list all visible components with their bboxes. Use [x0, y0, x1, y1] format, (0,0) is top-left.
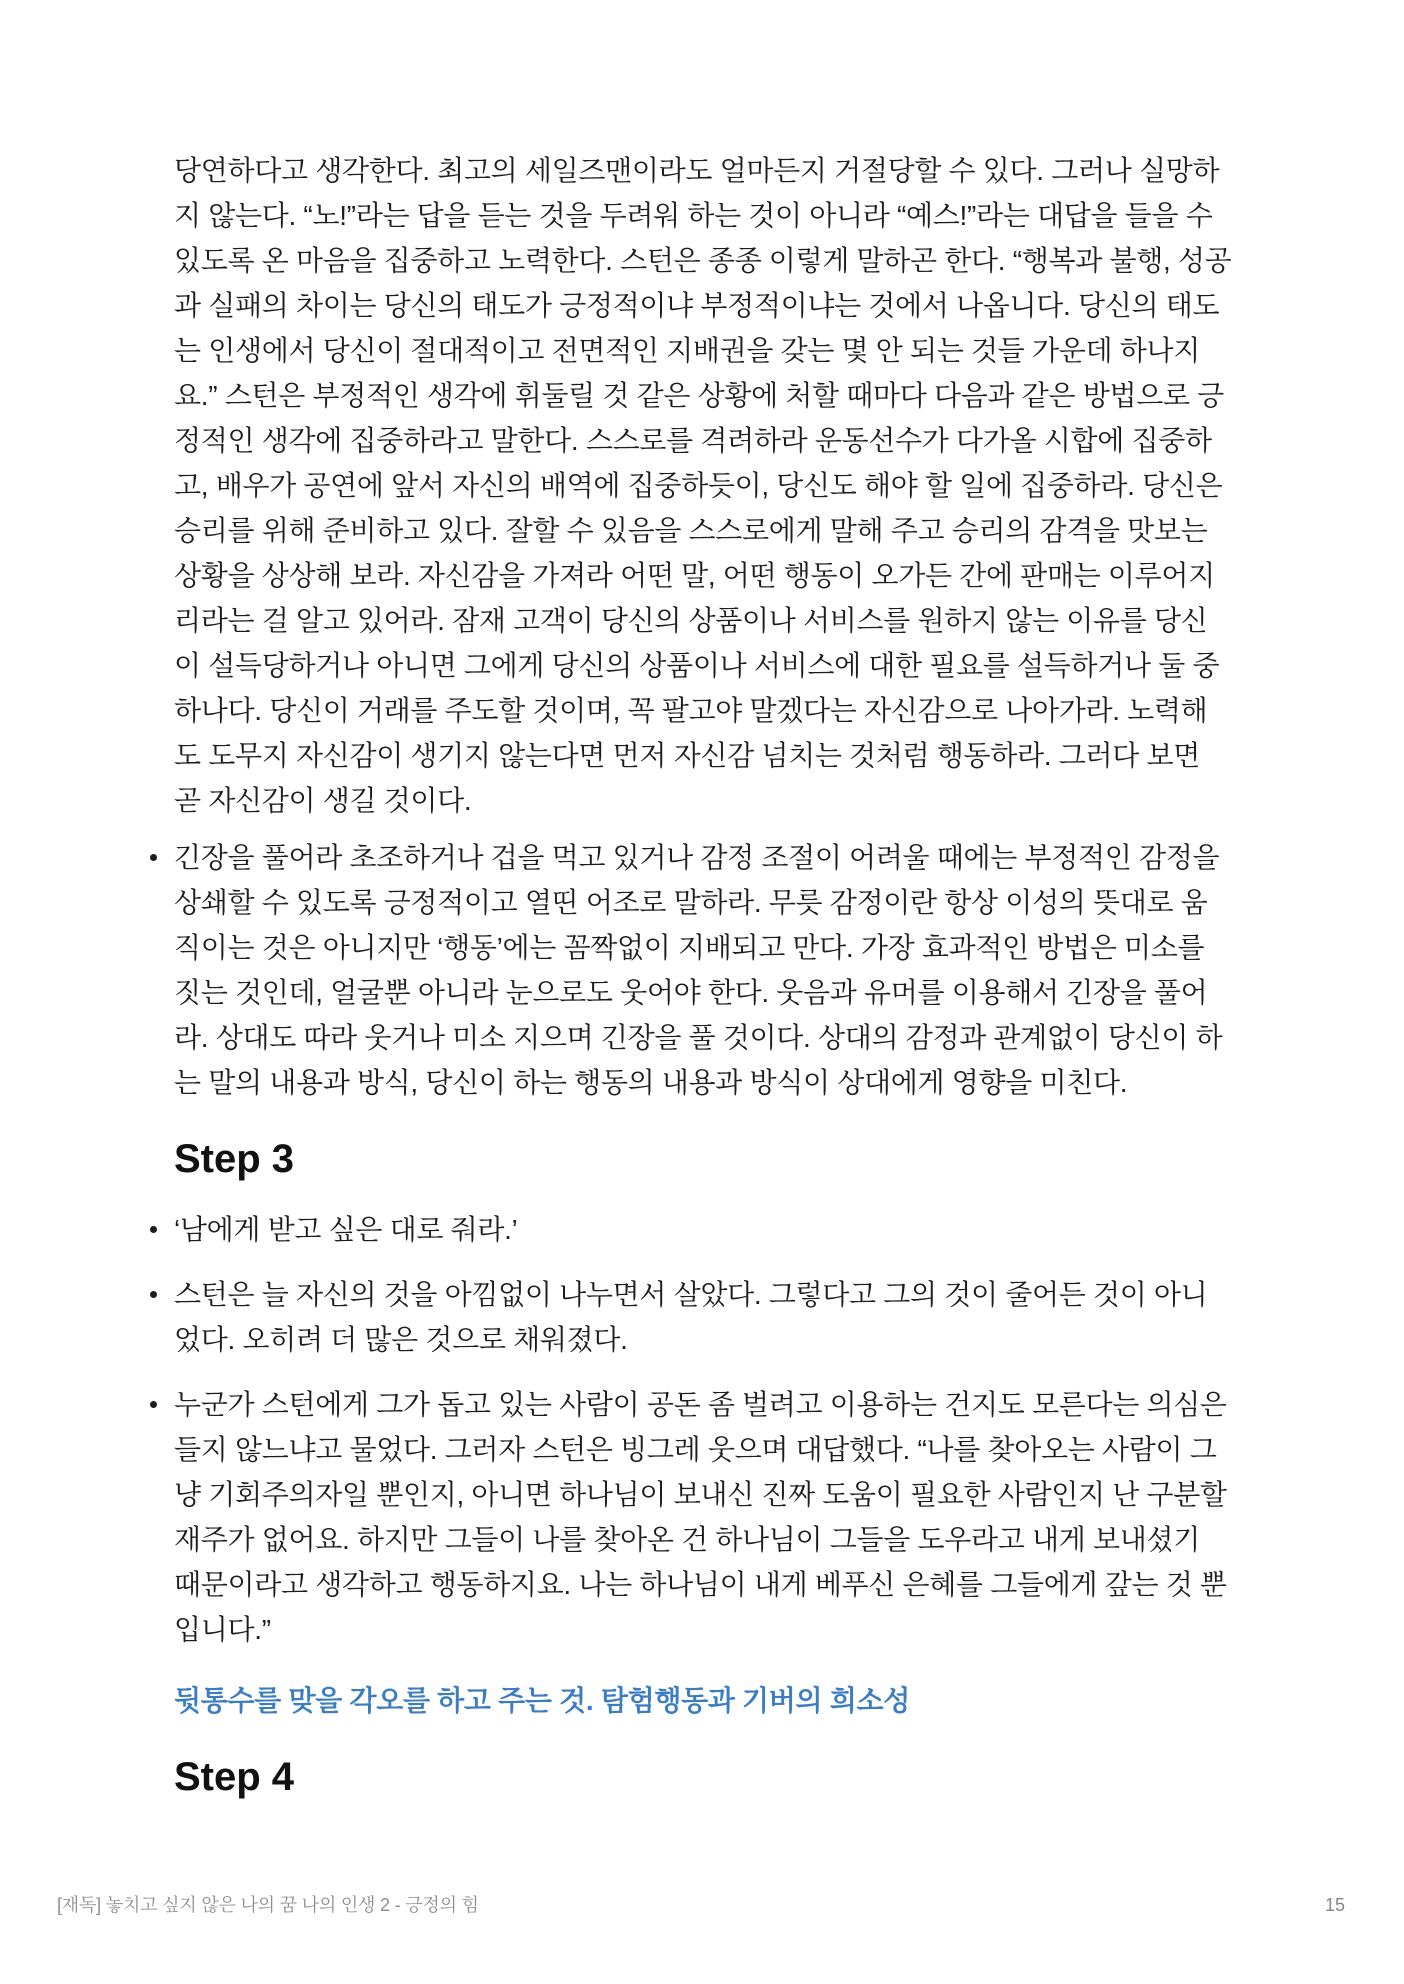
step-4-heading: Step 4 [174, 1755, 295, 1799]
bullet-icon [150, 854, 157, 861]
step-3-heading: Step 3 [174, 1137, 295, 1181]
bullet-icon [150, 1226, 157, 1233]
page-content [174, 148, 1232, 1825]
list-item [174, 835, 1232, 1105]
list-item [174, 1207, 1232, 1252]
bullet-list-step3 [174, 1207, 1232, 1652]
list-item-text: ‘남에게 받고 싶은 대로 줘라.’ [174, 1214, 518, 1245]
footer-page-number: 15 [1324, 1895, 1345, 1915]
highlight-note: 뒷통수를 맞을 각오를 하고 주는 것. 탐험행동과 기버의 희소성 [174, 1685, 911, 1716]
bullet-list-top [174, 835, 1232, 1105]
list-item-text: 스턴은 늘 자신의 것을 아낌없이 나누면서 살았다. 그렇다고 그의 것이 줄어든 것이 아니었다. 오히려 더 많은 것으로 채워졌다. [174, 1279, 1208, 1355]
footer-document-title: [재독] 놓치고 싶지 않은 나의 꿈 나의 인생 2 - 긍정의 힘 [57, 1895, 479, 1915]
bullet-icon [150, 1401, 157, 1408]
list-item-text: 누군가 스턴에게 그가 돕고 있는 사람이 공돈 좀 벌려고 이용하는 건지도 모른다는 의심은 들지 않느냐고 물었다. 그러자 스턴은 빙그레 웃으며 대답했다. “나를 찾아오는 사람이 그냥 기회주의자일 뿐인지, 아니면 하나님이 보내신 진짜 도움이 필요한 사람인지 난 구분할 재주가 없어요. 하지만 그들이 나를 찾아온 건 하나님이 그들을 도우라고 내게 보내셨기 때문이라고 생각하고 행동하지요. 나는 하나님이 내게 베푸신 은혜를 그들에게 갚는 것 뿐입니다.” [174, 1389, 1227, 1645]
list-item [174, 1272, 1232, 1362]
list-item-text: 긴장을 풀어라 초조하거나 겁을 먹고 있거나 감정 조절이 어려울 때에는 부정적인 감정을 상쇄할 수 있도록 긍정적이고 열띤 어조로 말하라. 무릇 감정이란 항상 이성의 뜻대로 움직이는 것은 아니지만 ‘행동’에는 꼼짝없이 지배되고 만다. 가장 효과적인 방법은 미소를 짓는 것인데, 얼굴뿐 아니라 눈으로도 웃어야 한다. 웃음과 유머를 이용해서 긴장을 풀어라. 상대도 따라 웃거나 미소 지으며 긴장을 풀 것이다. 상대의 감정과 관계없이 당신이 하는 말의 내용과 방식, 당신이 하는 행동의 내용과 방식이 상대에게 영향을 미친다. [174, 842, 1223, 1098]
bullet-icon [150, 1291, 157, 1298]
paragraph-continued: 당연하다고 생각한다. 최고의 세일즈맨이라도 얼마든지 거절당할 수 있다. 그러나 실망하지 않는다. “노!”라는 답을 듣는 것을 두려워 하는 것이 아니라 “예스!”라는 대답을 들을 수 있도록 온 마음을 집중하고 노력한다. 스턴은 종종 이렇게 말하곤 한다. “행복과 불행, 성공과 실패의 차이는 당신의 태도가 긍정적이냐 부정적이냐는 것에서 나옵니다. 당신의 태도는 인생에서 당신이 절대적이고 전면적인 지배권을 갖는 몇 안 되는 것들 가운데 하나지요.” 스턴은 부정적인 생각에 휘둘릴 것 같은 상황에 처할 때마다 다음과 같은 방법으로 긍정적인 생각에 집중하라고 말한다. 스스로를 격려하라 운동선수가 다가올 시합에 집중하고, 배우가 공연에 앞서 자신의 배역에 집중하듯이, 당신도 해야 할 일에 집중하라. 당신은 승리를 위해 준비하고 있다. 잘할 수 있음을 스스로에게 말해 주고 승리의 감격을 맛보는 상황을 상상해 보라. 자신감을 가져라 어떤 말, 어떤 행동이 오가든 간에 판매는 이루어지리라는 걸 알고 있어라. 잠재 고객이 당신의 상품이나 서비스를 원하지 않는 이유를 당신이 설득당하거나 아니면 그에게 당신의 상품이나 서비스에 대한 필요를 설득하거나 둘 중 하나다. 당신이 거래를 주도할 것이며, 꼭 팔고야 말겠다는 자신감으로 나아가라. 노력해도 도무지 자신감이 생기지 않는다면 먼저 자신감 넘치는 것처럼 행동하라. 그러다 보면 곧 자신감이 생길 것이다. [174, 155, 1232, 816]
list-item [174, 1382, 1232, 1652]
